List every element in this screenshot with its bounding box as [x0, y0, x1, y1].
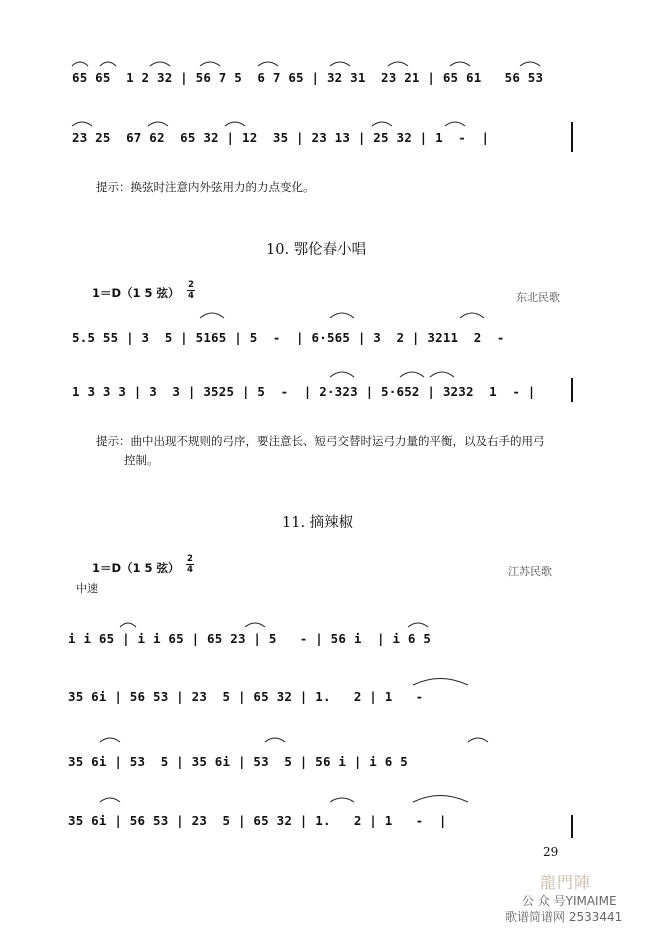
slur-arc [100, 62, 116, 66]
slur-arc [460, 313, 484, 318]
notation-line: 35 6i | 56 53 | 23 5 | 65 32 | 1. 2 | 1 - | [68, 813, 447, 828]
slur-arc [200, 313, 224, 318]
slur-arc [200, 62, 220, 66]
song-title: 10. 鄂伦春小唱 [266, 242, 367, 258]
notation-line: i i 65 | i i 65 | 65 23 | 5 - | 56 i | i 6 5 [68, 631, 432, 646]
notation-line: 35 6i | 56 53 | 23 5 | 65 32 | 1. 2 | 1 - [68, 689, 424, 704]
slur-arc [330, 798, 354, 802]
slur-arc [372, 122, 392, 126]
slur-arc [468, 738, 488, 742]
key-signature: 1＝D（1 5 弦） [92, 286, 180, 300]
slur-arc [413, 679, 468, 686]
practice-hint-continued: 控制。 [124, 453, 159, 467]
slur-arc [100, 798, 120, 802]
song-origin: 江苏民歌 [508, 565, 552, 578]
slur-arc [72, 122, 92, 126]
slur-arc [150, 62, 170, 66]
slur-arc [520, 62, 540, 66]
slur-arc [388, 62, 408, 66]
notation-line: 1 3 3 3 | 3 3 | 3525 | 5 - | 2·323 | 5·652 | 3232 1 - | [72, 384, 536, 399]
slur-arc [72, 62, 88, 66]
notation-line: 65 65 1 2 32 | 56 7 5 6 7 65 | 32 31 23 21 | 65 61 56 53 [72, 70, 544, 85]
page-number: 29 [543, 845, 559, 859]
slur-arc [245, 623, 265, 627]
time-signature [186, 555, 194, 574]
notation-line: 23 25 67 62 65 32 | 12 35 | 23 13 | 25 32 | 1 - | [72, 130, 490, 145]
notation-line: 5.5 55 | 3 5 | 5165 | 5 - | 6·565 | 3 2 | 3211 2 - [72, 330, 505, 345]
slur-arc [330, 372, 354, 377]
slur-arc [445, 122, 465, 126]
slur-arc [400, 372, 424, 377]
time-signature-bottom: 4 [188, 291, 194, 301]
slur-arc [450, 62, 470, 66]
slur-arc [225, 122, 245, 126]
slur-arc [100, 738, 120, 742]
slur-arc [330, 62, 350, 66]
time-signature-top: 2 [187, 554, 193, 564]
watermark-text: 歌谱简谱网 2533441 [505, 910, 623, 924]
slur-arc [413, 796, 468, 803]
notation-line: 35 6i | 53 5 | 35 6i | 53 5 | 56 i | i 6 5 [68, 754, 408, 769]
time-signature-bottom: 4 [187, 565, 193, 575]
watermark-text: 公 众 号YIMAIME [522, 894, 617, 908]
practice-hint: 提示：曲中出现不规则的弓序，要注意长、短弓交替时运弓力量的平衡，以及右手的用弓 [96, 434, 545, 448]
slur-arc [258, 62, 278, 66]
tempo-marking: 中速 [76, 582, 98, 595]
song-title: 11. 摘辣椒 [282, 515, 354, 531]
song-origin: 东北民歌 [516, 291, 560, 304]
slur-arc [330, 313, 354, 318]
slur-arc [430, 372, 454, 377]
slur-arc [408, 623, 428, 627]
watermark-logo: 龍門陣 [540, 873, 592, 892]
time-signature-top: 2 [188, 280, 194, 290]
slur-arc [265, 738, 285, 742]
key-signature: 1＝D（1 5 弦） [92, 561, 180, 575]
slur-arc [148, 122, 168, 126]
time-signature [187, 281, 195, 300]
slur-arc [120, 623, 136, 627]
practice-hint: 提示：换弦时注意内外弦用力的力点变化。 [96, 180, 315, 194]
